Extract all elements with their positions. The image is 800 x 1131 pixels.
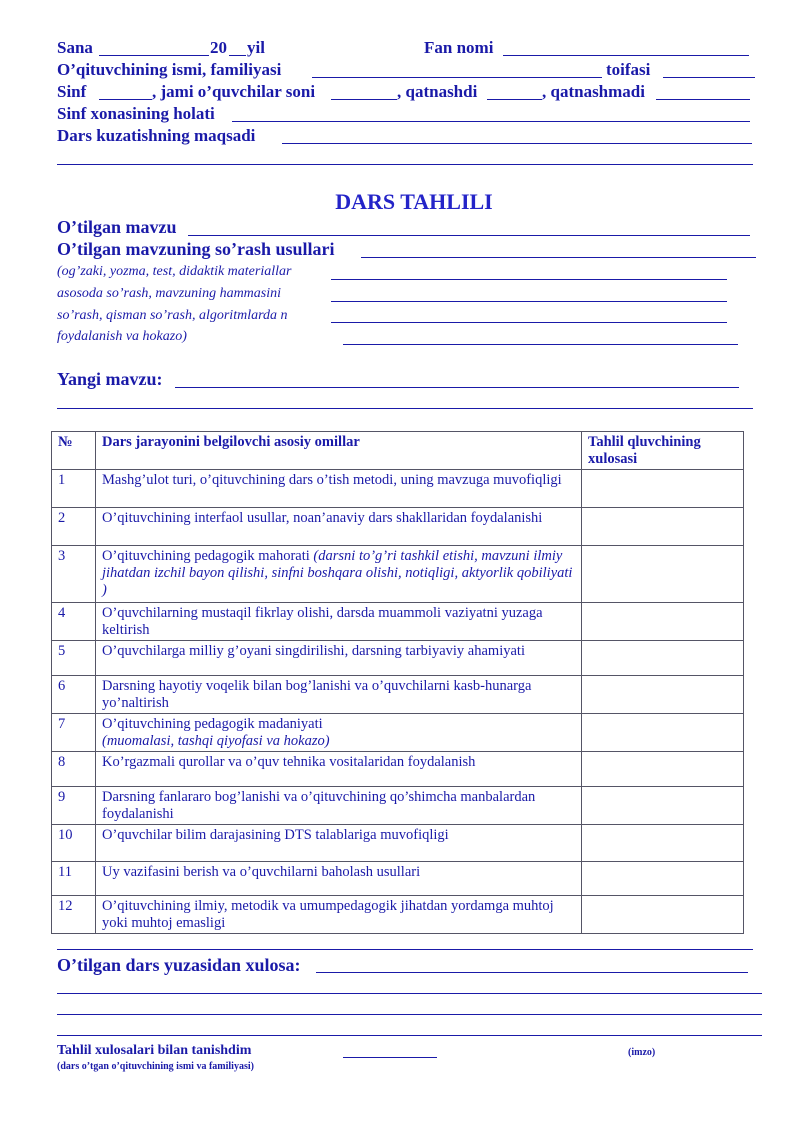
row-factor: [96, 508, 582, 546]
row-conclusion-cell[interactable]: [582, 603, 744, 641]
subject-label: Fan nomi: [424, 38, 494, 57]
methods-field-3[interactable]: [331, 322, 727, 323]
teacher-field[interactable]: [312, 77, 602, 78]
row-number: 2: [52, 508, 96, 546]
classroom-state-label: Sinf xonasining holati: [57, 104, 215, 123]
row-number: 6: [52, 676, 96, 714]
methods-note-2: asosoda so’rash, mavzuning hammasini: [57, 286, 282, 301]
col-conclusion-header: Tahlil qluvchining xulosasi: [582, 432, 744, 470]
methods-note-1: (og’zaki, yozma, test, didaktik materiallar: [57, 264, 292, 279]
factor-text: Darsning fanlararo bog’lanishi va o’qituvchining qo’shimcha manbalardan foydalanishi: [102, 789, 536, 822]
factor-text: Darsning hayotiy voqelik bilan bog’lanishi va o’quvchilarni kasb-hunarga yo’naltirish: [102, 678, 532, 711]
row-conclusion-cell[interactable]: [582, 546, 744, 603]
questioning-methods-field[interactable]: [361, 257, 756, 258]
absent-label: , qatnashmadi: [542, 82, 645, 101]
row-conclusion-cell[interactable]: [582, 676, 744, 714]
absent-field[interactable]: [656, 99, 750, 100]
page-title: DARS TAHLILI: [335, 189, 493, 214]
row-factor: [96, 714, 582, 752]
conclusion-field-3[interactable]: [57, 1014, 762, 1015]
observation-goal-field-2[interactable]: [57, 164, 753, 165]
signature-label: (imzo): [628, 1047, 656, 1058]
conclusion-label: O’tilgan dars yuzasidan xulosa:: [57, 955, 301, 975]
row-number: 10: [52, 825, 96, 862]
row-factor: [96, 896, 582, 934]
factor-text: Uy vazifasini berish va o’quvchilarni baholash usullari: [102, 864, 421, 880]
year-prefix: 20: [210, 38, 227, 57]
conclusion-field[interactable]: [316, 972, 748, 973]
attended-field[interactable]: [487, 99, 542, 100]
year-field[interactable]: [229, 55, 246, 56]
table-row: [52, 470, 744, 508]
row-conclusion-cell[interactable]: [582, 787, 744, 825]
factor-text: O’quvchilarga milliy g’oyani singdirilishi, darsning tarbiyaviy ahamiyati: [102, 643, 525, 659]
questioning-methods-label: O’tilgan mavzuning so’rash usullari: [57, 239, 335, 259]
class-label: Sinf: [57, 82, 87, 101]
factor-text: O’qituvchining pedagogik madaniyati: [102, 716, 323, 732]
row-number: 8: [52, 752, 96, 787]
conclusion-field-2[interactable]: [57, 993, 762, 994]
methods-field-2[interactable]: [331, 301, 727, 302]
methods-field-1[interactable]: [331, 279, 727, 280]
table-row: [52, 546, 744, 603]
col-number-header: №: [52, 432, 96, 470]
teacher-name-note: (dars o’tgan o’qituvchining ismi va familiyasi): [57, 1061, 254, 1072]
row-factor: [96, 676, 582, 714]
factor-text: Ko’rgazmali qurollar va o’quv tehnika vositalaridan foydalanish: [102, 754, 476, 770]
row-conclusion-cell[interactable]: [582, 508, 744, 546]
class-field[interactable]: [99, 99, 152, 100]
attended-label: , qatnashdi: [397, 82, 478, 101]
total-students-label: , jami o’quvchilar soni: [152, 82, 316, 101]
table-row: [52, 825, 744, 862]
row-factor: [96, 641, 582, 676]
table-row: [52, 508, 744, 546]
date-field[interactable]: [99, 55, 209, 56]
date-label: Sana: [57, 38, 93, 57]
row-number: 7: [52, 714, 96, 752]
category-label: toifasi: [606, 60, 651, 79]
row-number: 11: [52, 862, 96, 896]
methods-note-4: foydalanish va hokazo): [57, 329, 187, 344]
row-conclusion-cell[interactable]: [582, 825, 744, 862]
acquainted-label: Tahlil xulosalari bilan tanishdim: [57, 1043, 252, 1058]
total-students-field[interactable]: [331, 99, 397, 100]
classroom-state-field[interactable]: [232, 121, 750, 122]
row-number: 9: [52, 787, 96, 825]
signature-field[interactable]: [343, 1057, 437, 1058]
row-conclusion-cell[interactable]: [582, 896, 744, 934]
factor-text: O’quvchilar bilim darajasining DTS talablariga muvofiqligi: [102, 827, 449, 843]
row-factor: [96, 825, 582, 862]
factor-text: O’quvchilarning mustaqil fikrlay olishi, darsda muammoli vaziyatni yuzaga keltirish: [102, 605, 543, 638]
row-conclusion-cell[interactable]: [582, 862, 744, 896]
methods-field-4[interactable]: [343, 344, 738, 345]
factor-note: (darsni to’g’ri tashkil etishi, mavzuni ilmiy jihatdan izchil bayon qilishi, sinfni boshqara olishi, notiqligi, aktyorlik qobiliyati ): [102, 548, 573, 598]
observation-goal-label: Dars kuzatishning maqsadi: [57, 126, 256, 145]
row-factor: [96, 546, 582, 603]
methods-note-3: so’rash, qisman so’rash, algoritmlarda n: [57, 308, 288, 323]
row-number: 4: [52, 603, 96, 641]
col-factors-header: Dars jarayonini belgilovchi asosiy omillar: [96, 432, 582, 470]
factor-text: Mashg’ulot turi, o’qituvchining dars o’tish metodi, uning mavzuga muvofiqligi: [102, 472, 562, 488]
row-conclusion-cell[interactable]: [582, 714, 744, 752]
new-topic-field-2[interactable]: [57, 408, 753, 409]
conclusion-field-top[interactable]: [57, 949, 753, 950]
table-row: [52, 896, 744, 934]
factor-text: O’qituvchining ilmiy, metodik va umumpedagogik jihatdan yordamga muhtoj yoki muhtoj emasligi: [102, 898, 554, 931]
row-factor: [96, 787, 582, 825]
row-factor: [96, 470, 582, 508]
covered-topic-label: O’tilgan mavzu: [57, 217, 177, 237]
row-factor: [96, 862, 582, 896]
table-header-row: [52, 432, 744, 470]
year-label: yil: [247, 38, 265, 57]
table-row: [52, 714, 744, 752]
table-row: [52, 641, 744, 676]
new-topic-field[interactable]: [175, 387, 739, 388]
table-row: [52, 752, 744, 787]
table-row: [52, 676, 744, 714]
conclusion-field-4[interactable]: [57, 1035, 762, 1036]
row-number: 12: [52, 896, 96, 934]
analysis-table: [51, 431, 744, 934]
factor-text: O’qituvchining pedagogik mahorati: [102, 548, 314, 564]
row-factor: [96, 752, 582, 787]
row-factor: [96, 603, 582, 641]
new-topic-label: Yangi mavzu:: [57, 369, 163, 389]
row-number: 5: [52, 641, 96, 676]
row-number: 3: [52, 546, 96, 603]
table-row: [52, 862, 744, 896]
observation-goal-field[interactable]: [282, 143, 752, 144]
table-row: [52, 603, 744, 641]
factor-text: O’qituvchining interfaol usullar, noan’anaviy dars shakllaridan foydalanishi: [102, 510, 543, 526]
row-number: 1: [52, 470, 96, 508]
row-conclusion-cell[interactable]: [582, 752, 744, 787]
category-field[interactable]: [663, 77, 755, 78]
covered-topic-field[interactable]: [188, 235, 750, 236]
teacher-label: O’qituvchining ismi, familiyasi: [57, 60, 282, 79]
row-conclusion-cell[interactable]: [582, 470, 744, 508]
table-row: [52, 787, 744, 825]
factor-note: (muomalasi, tashqi qiyofasi va hokazo): [102, 733, 330, 749]
subject-field[interactable]: [503, 55, 749, 56]
row-conclusion-cell[interactable]: [582, 641, 744, 676]
